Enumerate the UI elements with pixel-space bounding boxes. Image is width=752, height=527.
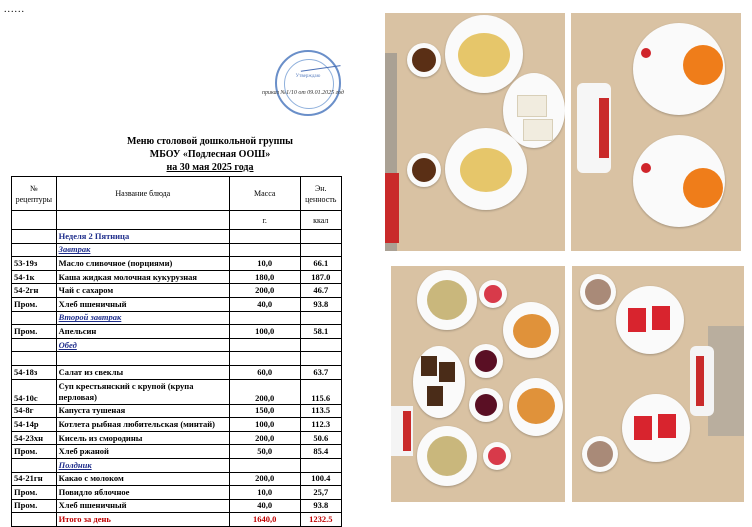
order-reference: приказ №1/10 от 09.01.2025 год xyxy=(262,90,344,96)
table-row: 54-18з Салат из свеклы 60,0 63.7 xyxy=(12,365,342,379)
table-row: Пром. Хлеб пшеничный 40,0 93.8 xyxy=(12,297,342,311)
table-row: 54-8г Капуста тушеная 150,0 113.5 xyxy=(12,404,342,418)
section-row xyxy=(12,338,342,352)
total-kcal: 1232.5 xyxy=(300,513,341,527)
table-header-row xyxy=(12,177,342,211)
table-row: 54-2гн Чай с сахаром 200,0 46.7 xyxy=(12,284,342,298)
section-snack: Полдник xyxy=(56,458,229,472)
approval-stamp: Утверждаю xyxy=(275,50,341,116)
section-second-breakfast: Второй завтрак xyxy=(56,311,229,325)
menu-title: Меню столовой дошкольной группы xyxy=(127,136,293,147)
header-mass: Масса xyxy=(229,177,300,211)
table-row: 54-14р Котлета рыбная любительская (минтай) 100,0 112.3 xyxy=(12,418,342,432)
school-name: МБОУ «Подлесная ООШ» xyxy=(149,149,271,160)
header-dish-name: Название блюда xyxy=(56,177,229,211)
table-row: 54-1к Каша жидкая молочная кукурузная 180,0 187.0 xyxy=(12,270,342,284)
table-row: Пром. Апельсин 100,0 58.1 xyxy=(12,325,342,339)
menu-table xyxy=(11,176,342,527)
table-unit-row xyxy=(12,211,342,230)
mass-unit: г. xyxy=(229,211,300,230)
second-breakfast-photo xyxy=(571,13,741,251)
lunch-photo xyxy=(391,266,565,502)
week-row xyxy=(12,230,342,244)
menu-date: на 30 мая 2025 года xyxy=(166,162,254,173)
table-row: 53-19з Масло сливочное (порциями) 10,0 66.1 xyxy=(12,257,342,271)
table-row: 54-10с Суп крестьянский с крупой (крупа перловая) 200,0 115.6 xyxy=(12,379,342,404)
energy-unit: ккал xyxy=(300,211,341,230)
table-row: Пром. Хлеб пшеничный 40,0 93.8 xyxy=(12,499,342,513)
week-label: Неделя 2 Пятница xyxy=(56,230,229,244)
section-breakfast: Завтрак xyxy=(56,243,229,257)
table-row: 54-23хн Кисель из смородины 200,0 50.6 xyxy=(12,431,342,445)
page-marker: ...... xyxy=(4,4,25,15)
spacer-row xyxy=(12,352,342,366)
table-row: Пром. Хлеб ржаной 50,0 85.4 xyxy=(12,445,342,459)
section-row xyxy=(12,458,342,472)
total-label: Итого за день xyxy=(56,513,229,527)
table-row: 54-21гн Какао с молоком 200,0 100.4 xyxy=(12,472,342,486)
section-row xyxy=(12,243,342,257)
snack-photo xyxy=(572,266,744,502)
header-recipe-number: № рецептуры xyxy=(12,177,57,211)
header-energy: Эн. ценность xyxy=(300,177,341,211)
section-lunch: Обед xyxy=(56,338,229,352)
table-row: Пром. Повидло яблочное 10,0 25,7 xyxy=(12,486,342,500)
total-mass: 1640,0 xyxy=(229,513,300,527)
breakfast-photo xyxy=(385,13,565,251)
section-row xyxy=(12,311,342,325)
